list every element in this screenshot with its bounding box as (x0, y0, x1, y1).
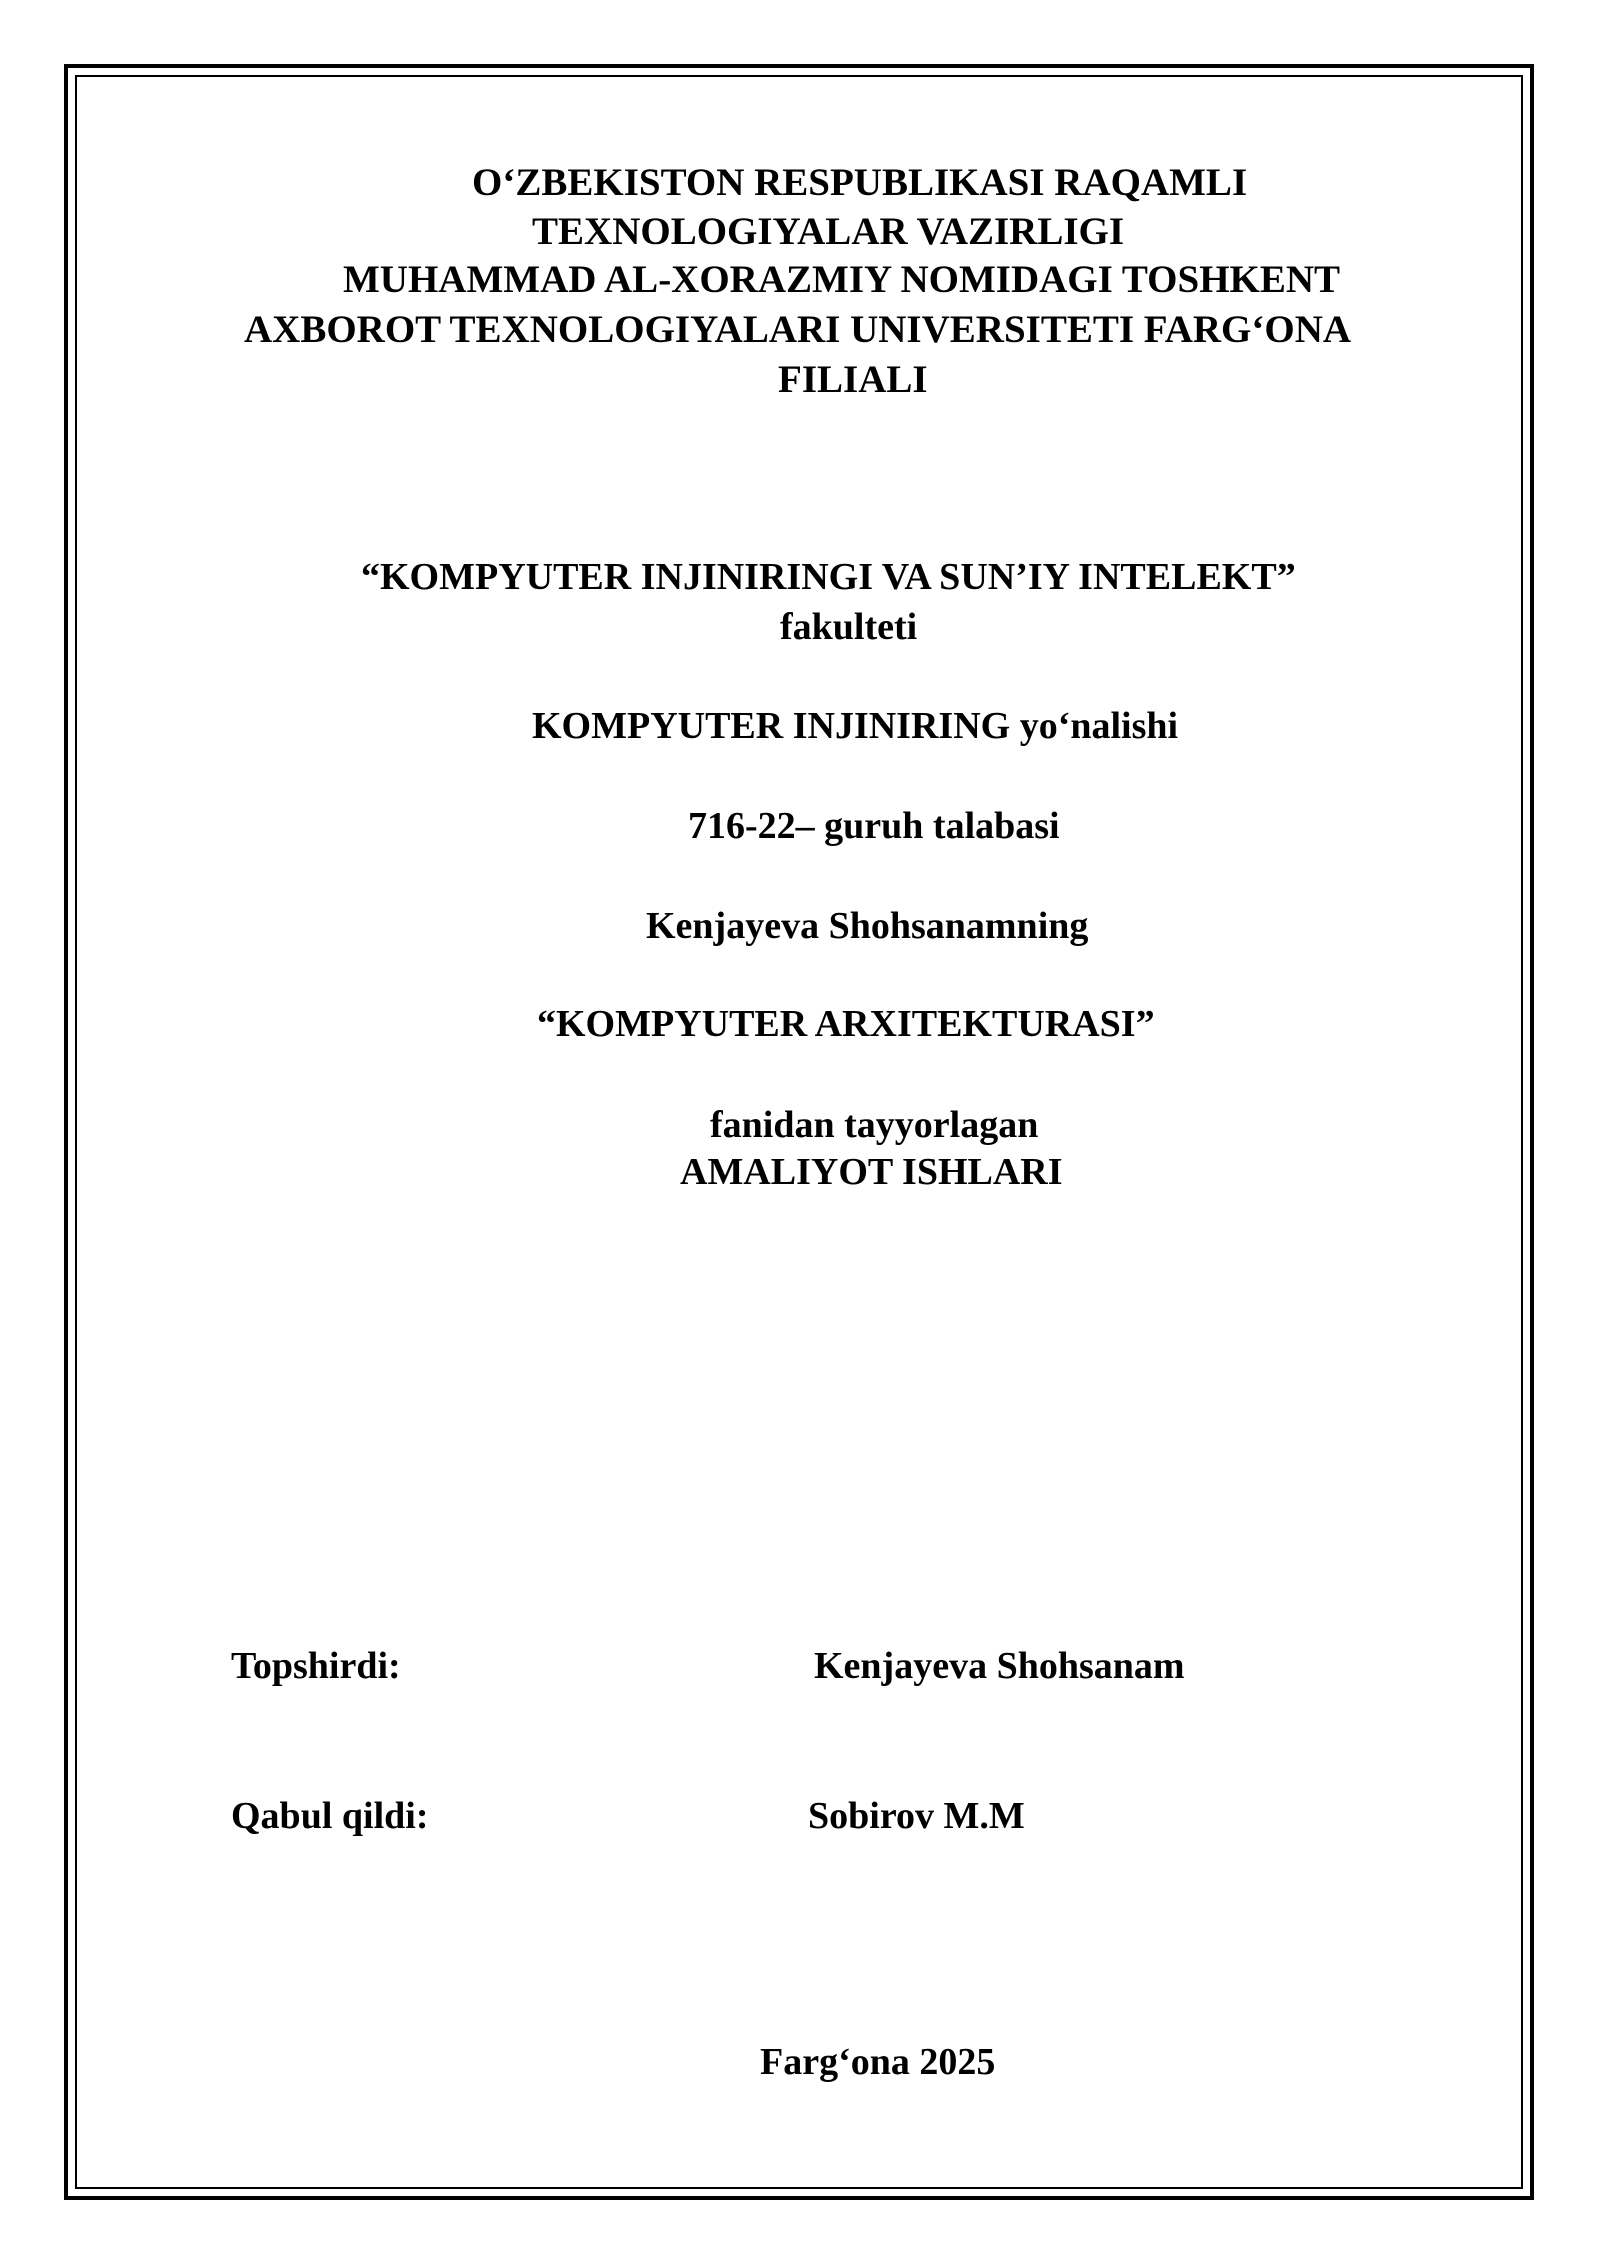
header-line-4: AXBOROT TEXNOLOGIYALARI UNIVERSITETI FARG‘ONA (244, 308, 1352, 351)
direction: KOMPYUTER INJINIRING yo‘nalishi (532, 705, 1179, 747)
submitted-label: Topshirdi: (231, 1645, 401, 1687)
submitted-name: Kenjayeva Shohsanam (814, 1645, 1185, 1687)
accepted-name: Sobirov M.M (808, 1795, 1025, 1837)
accepted-label: Qabul qildi: (231, 1795, 429, 1837)
work-line-1: fanidan tayyorlagan (710, 1104, 1039, 1146)
work-title: AMALIYOT ISHLARI (680, 1151, 1063, 1193)
subject-title: “KOMPYUTER ARXITEKTURASI” (537, 1003, 1155, 1045)
group: 716-22– guruh talabasi (688, 805, 1060, 847)
header-line-5: FILIALI (778, 358, 928, 401)
header-line-3: MUHAMMAD AL-XORAZMIY NOMIDAGI TOSHKENT (343, 258, 1341, 301)
faculty-suffix: fakulteti (780, 606, 918, 648)
header-line-1: O‘ZBEKISTON RESPUBLIKASI RAQAMLI (472, 161, 1248, 204)
faculty-name: “KOMPYUTER INJINIRINGI VA SUN’IY INTELEKT” (361, 556, 1296, 598)
student-name: Kenjayeva Shohsanamning (646, 905, 1089, 947)
header-line-2: TEXNOLOGIYALAR VAZIRLIGI (532, 210, 1125, 253)
place-year: Farg‘ona 2025 (760, 2041, 996, 2083)
